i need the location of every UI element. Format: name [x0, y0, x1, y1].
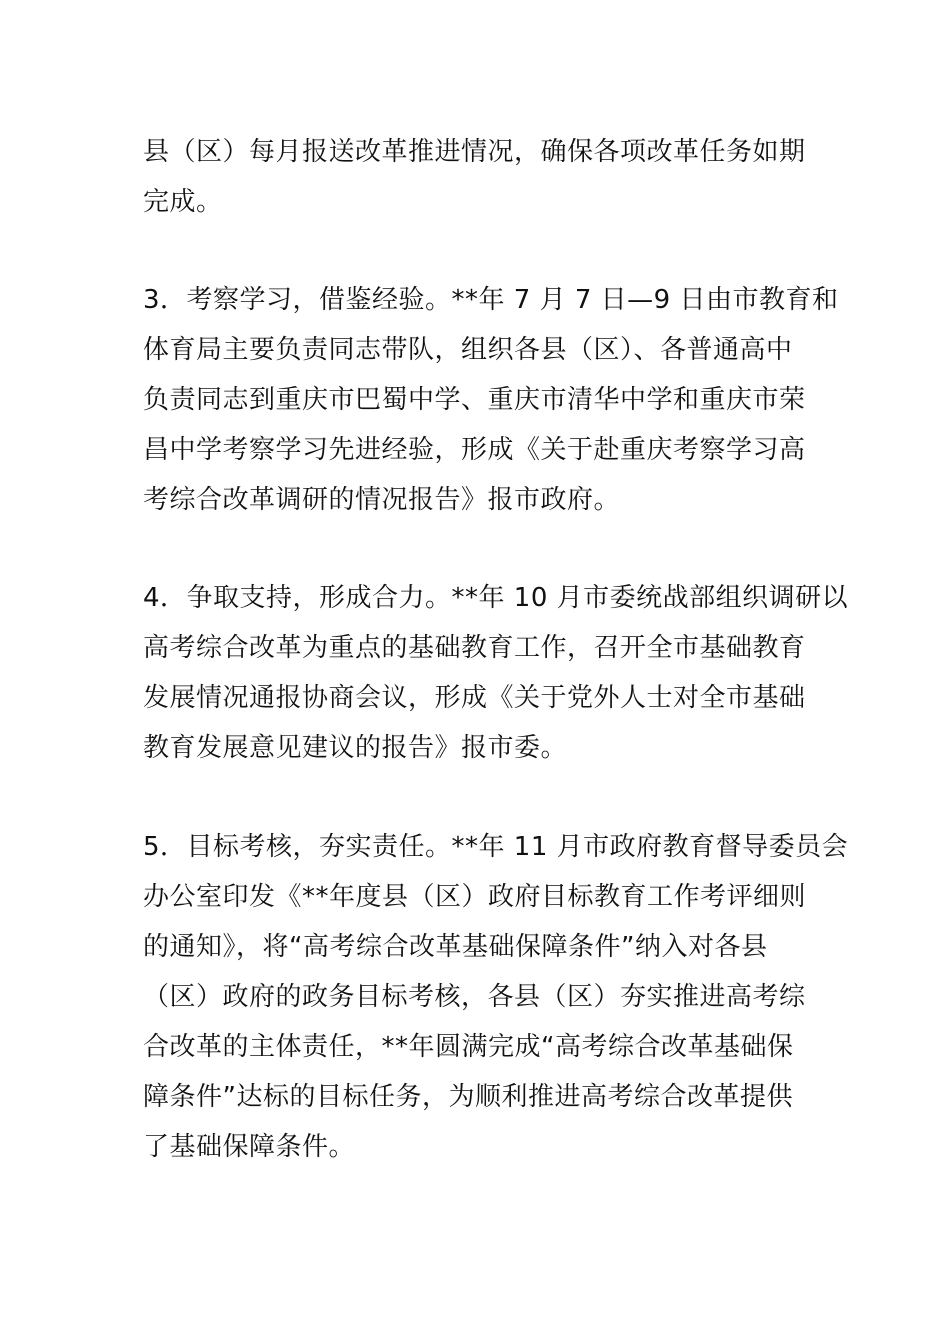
paragraph-continuation: [143, 127, 813, 227]
text-line: 合改革的主体责任，**年圆满完成“高考综合改革基础保: [143, 1032, 794, 1062]
text-line: 办公室印发《**年度县（区）政府目标教育工作考评细则: [143, 882, 807, 912]
text-line: 县（区）每月报送改革推进情况，确保各项改革任务如期: [143, 137, 806, 167]
text-line: 4．争取支持，形成合力。**年 10 月市委统战部组织调研以: [143, 583, 849, 613]
paragraph-item-5: [143, 822, 849, 1172]
text-line: 昌中学考察学习先进经验，形成《关于赴重庆考察学习高: [143, 435, 806, 465]
text-line: 3．考察学习，借鉴经验。**年 7 月 7 日—9 日由市教育和: [143, 285, 839, 315]
text-line: 负责同志到重庆市巴蜀中学、重庆市清华中学和重庆市荣: [143, 385, 806, 415]
paragraph-item-4: [143, 573, 849, 773]
text-line: 教育发展意见建议的报告》报市委。: [143, 733, 568, 763]
text-line: 5．目标考核，夯实责任。**年 11 月市政府教育督导委员会: [143, 832, 849, 862]
text-line: 完成。: [143, 187, 223, 217]
text-line: 发展情况通报协商会议，形成《关于党外人士对全市基础: [143, 683, 806, 713]
text-line: 的通知》，将“高考综合改革基础保障条件”纳入对各县: [143, 932, 768, 962]
text-line: 高考综合改革为重点的基础教育工作，召开全市基础教育: [143, 633, 806, 663]
text-line: 了基础保障条件。: [143, 1132, 356, 1162]
paragraph-item-3: [143, 275, 839, 525]
text-line: 障条件”达标的目标任务，为顺利推进高考综合改革提供: [143, 1082, 793, 1112]
text-line: 考综合改革调研的情况报告》报市政府。: [143, 485, 621, 515]
text-line: （区）政府的政务目标考核，各县（区）夯实推进高考综: [143, 982, 806, 1012]
text-line: 体育局主要负责同志带队，组织各县（区）、各普通高中: [143, 335, 793, 365]
